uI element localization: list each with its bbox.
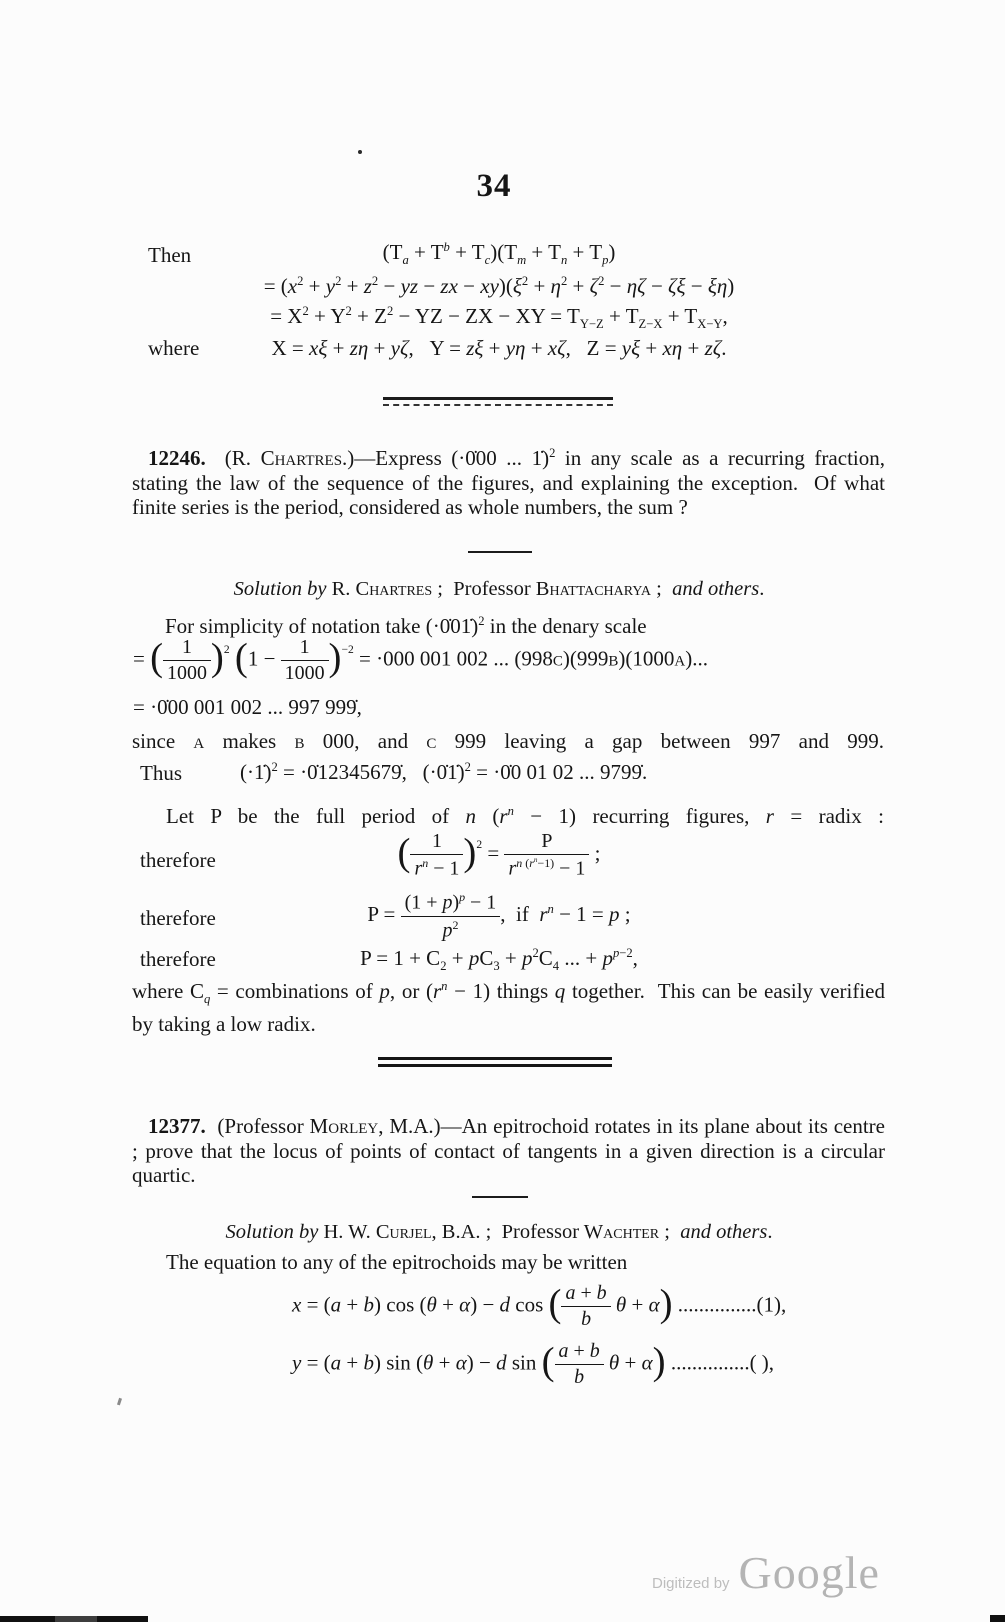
- divider-line: [383, 397, 613, 400]
- solution-text-line: For simplicity of notation take (·0̇01̇)$^2$ in the denary scale: [165, 614, 647, 638]
- equation-line: x = (a + b) cos (θ + α) − d cos ( $\frac{a + b}{b}$ θ + α) ...............(1),: [292, 1282, 787, 1330]
- ink-speck: [358, 150, 362, 154]
- short-rule: [468, 551, 532, 553]
- google-watermark: [652, 1547, 880, 1598]
- equation-line: = $X^2 + Y^2 + Z^2$ − YZ − ZX − XY = $T_{Y-Z} + T_{Z-X} + T_{X-Y}$,: [270, 304, 728, 332]
- scan-edge-artifact: [990, 1615, 1005, 1622]
- solution-byline: Solution by H. W. Curjel, B.A. ; Professor Wachter ; and others.: [225, 1221, 773, 1243]
- equation-line: $P = 1 + C_2 + pC_3 + p^2C_4$ ... + $p^{p-2}$,: [360, 946, 638, 974]
- problem-12246-text: 12246. (R. Chartres.)—Express (·0̇00 ... 1̇)$^2$ in any scale as a recurring fraction, stating the law of the sequence of the figures, and explaining the exception. Of what finite series is the period, considered as whole numbers, the sum ?: [132, 446, 885, 520]
- equation-line: = ( $\frac{1}{1000}$ )$^2$ (1 − $\frac{1}{1000}$ )$^{-2}$ = ·000 001 002 ... (998c)(999b)(1000a)...: [133, 636, 708, 684]
- google-logo: Google: [738, 1547, 880, 1598]
- solution-text-line: where $C_q$ = combinations of p, or $(r^n - 1)$ things q together. This can be easily verified by taking a low radix.: [132, 979, 885, 1036]
- where-label: where: [148, 336, 200, 360]
- divider-line: [378, 1064, 612, 1067]
- therefore-label: therefore: [140, 906, 216, 930]
- equation-line: (·1̇)$^2$ = ·0̇12345679̇, (·0̇1̇)$^2$ = ·0̇0 01 02 ... 9799̇.: [240, 760, 648, 784]
- equation-line: X = xξ + zη + yζ, Y = zξ + yη + xζ, Z = yξ + xη + zζ.: [271, 336, 727, 360]
- solution-text-line: since a makes b 000, and c 999 leaving a gap between 997 and 999.: [132, 729, 884, 753]
- equation-line: $(T_a + T^b + T_c)(T_m + T_n + T_p)$: [382, 240, 616, 268]
- solution-byline: Solution by R. Chartres ; Professor Bhattacharya ; and others.: [233, 578, 765, 600]
- ink-speck: [117, 1398, 122, 1405]
- divider-line: [383, 404, 613, 406]
- therefore-label: therefore: [140, 947, 216, 971]
- solution-text-line: The equation to any of the epitrochoids may be written: [166, 1250, 628, 1274]
- solution-text-line: Let P be the full period of n $(r^n - 1)$ recurring figures, r = radix :: [166, 804, 885, 828]
- therefore-label: therefore: [140, 848, 216, 872]
- section-divider: [378, 1057, 612, 1067]
- equation-line: P = $\frac{(1 + p)^p - 1}{p^2}$ , if $r^n - 1 = p$ ;: [367, 890, 631, 942]
- watermark-prefix: Digitized by: [652, 1575, 730, 1592]
- divider-line: [378, 1057, 612, 1060]
- problem-12377-text: 12377. (Professor Morley, M.A.)—An epitrochoid rotates in its plane about its centre ; prove that the locus of points of contact of tangents in a given direction is a circular quartic.: [132, 1114, 885, 1188]
- equation-line: y = (a + b) sin (θ + α) − d sin ( $\frac{a + b}{b}$ θ + α) ...............( ),: [292, 1340, 775, 1388]
- equation-line: = ·0̇00 001 002 ... 997 999̇,: [133, 695, 362, 719]
- short-rule: [472, 1196, 528, 1198]
- then-label: Then: [148, 243, 192, 267]
- page-number: 34: [476, 168, 512, 204]
- equation-line: ( $\frac{1}{r^n - 1}$ )$^2$ = $\frac{P}{r^{n (r^n-1)} - 1}$ ;: [397, 830, 601, 880]
- section-divider: [383, 397, 613, 406]
- thus-label: Thus: [140, 761, 182, 785]
- equation-line: = ($x^2 + y^2 + z^2$ − yz − zx − $xy)(\xi^2 + \eta^2 + \zeta^2 - \eta\zeta - \zeta\xi - \xi\eta)$: [263, 274, 735, 298]
- scan-edge-artifact: [55, 1616, 97, 1622]
